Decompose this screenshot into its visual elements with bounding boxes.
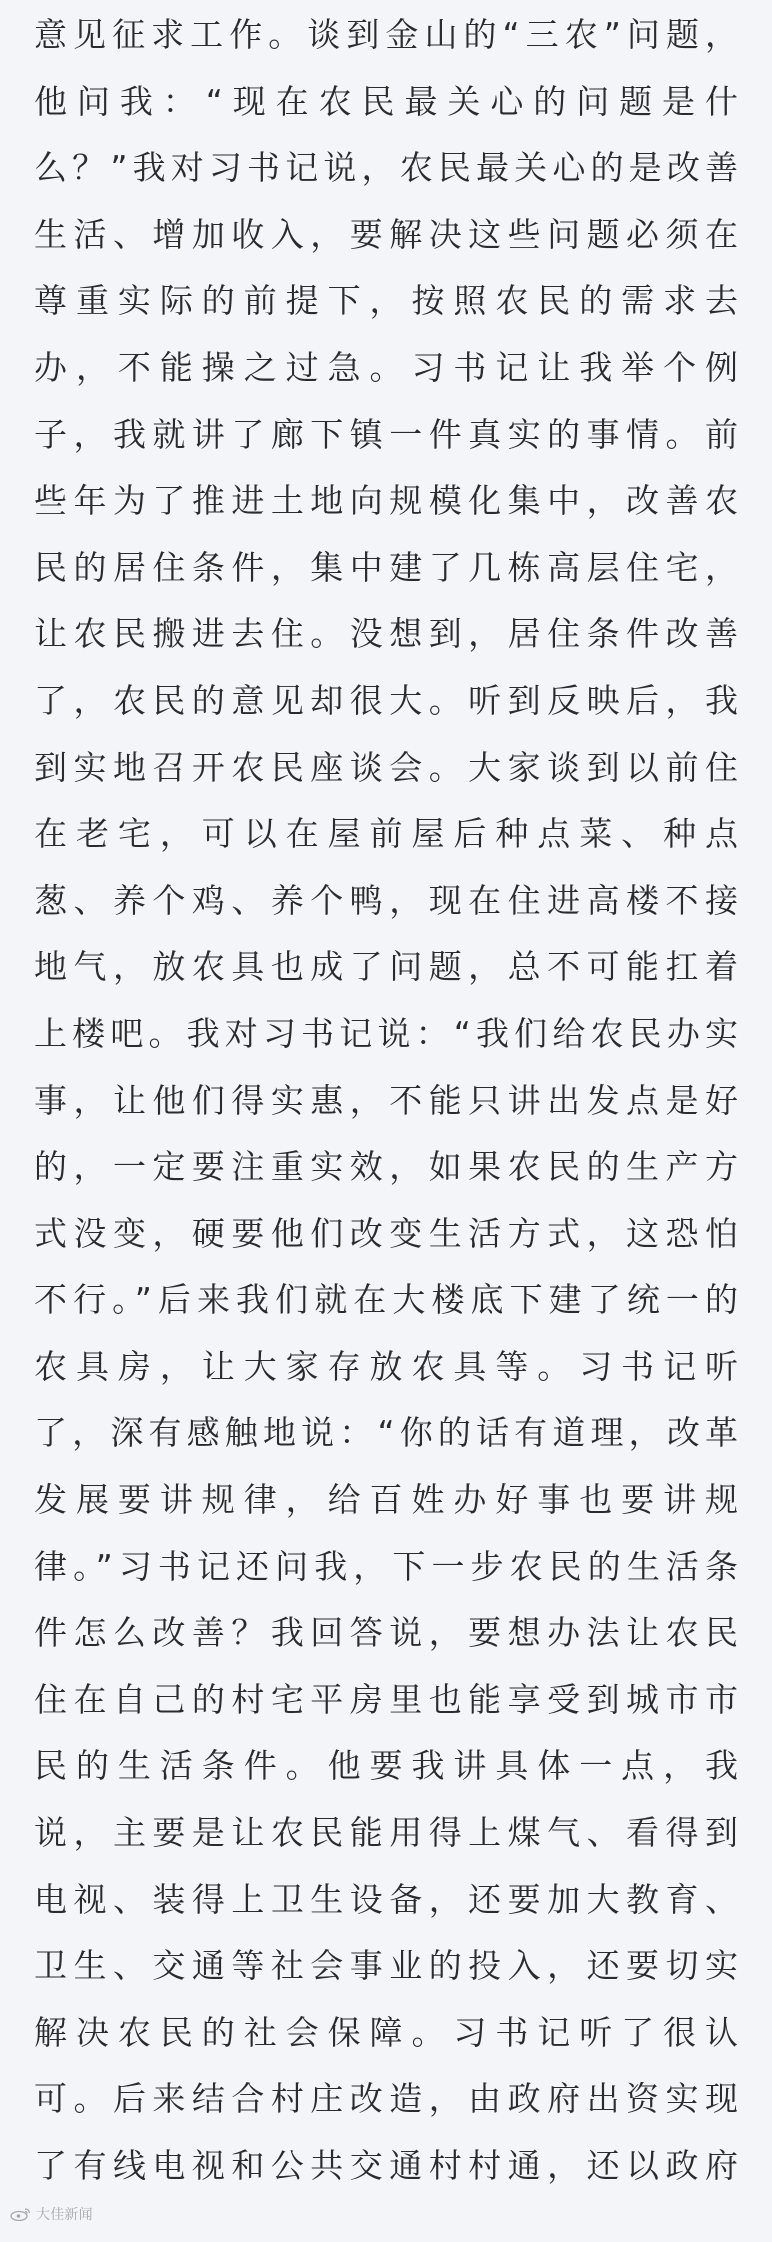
- text-line: 农具房，让大家存放农具等。习书记听: [34, 1346, 738, 1386]
- text-line: 解决农民的社会保障。习书记听了很认: [34, 2012, 738, 2052]
- text-line: 民的居住条件，集中建了几栋高层住宅，: [34, 547, 738, 587]
- text-line: 发展要讲规律，给百姓办好事也要讲规: [34, 1480, 738, 1520]
- text-line: 律。”习书记还问我，下一步农民的生活条: [34, 1546, 738, 1586]
- text-line: 到实地召开农民座谈会。大家谈到以前住: [34, 747, 738, 787]
- text-line: 生活、增加收入，要解决这些问题必须在: [34, 214, 738, 254]
- text-line: 民的生活条件。他要我讲具体一点，我: [34, 1746, 738, 1786]
- text-line: 不行。”后来我们就在大楼底下建了统一的: [34, 1280, 738, 1320]
- text-line: 么？”我对习书记说，农民最关心的是改善: [34, 148, 738, 188]
- text-line: 在老宅，可以在屋前屋后种点菜、种点: [34, 814, 738, 854]
- text-line: 电视、装得上卫生设备，还要加大教育、: [34, 1879, 738, 1919]
- text-line: 件怎么改善？我回答说，要想办法让农民: [34, 1613, 738, 1653]
- text-line: 了有线电视和公共交通村村通，还以政府: [34, 2146, 738, 2185]
- text-line: 办，不能操之过急。习书记让我举个例: [34, 347, 738, 387]
- watermark: [10, 2204, 93, 2224]
- text-line: 上楼吧。我对习书记说：“我们给农民办实: [34, 1013, 738, 1053]
- text-line: 住在自己的村宅平房里也能享受到城市市: [34, 1679, 738, 1719]
- text-line: 可。后来结合村庄改造，由政府出资实现: [34, 2079, 738, 2119]
- text-line: 他问我：“现在农民最关心的问题是什: [34, 81, 738, 121]
- text-line: 让农民搬进去住。没想到，居住条件改善: [34, 614, 738, 654]
- text-line: 卫生、交通等社会事业的投入，还要切实: [34, 1946, 738, 1986]
- text-line: 尊重实际的前提下，按照农民的需求去: [34, 281, 738, 321]
- text-line: 式没变，硬要他们改变生活方式，这恐怕: [34, 1213, 738, 1253]
- text-line: 了，深有感触地说：“你的话有道理，改革: [34, 1413, 738, 1453]
- text-line: 了，农民的意见却很大。听到反映后，我: [34, 680, 738, 720]
- text-line: 些年为了推进土地向规模化集中，改善农: [34, 481, 738, 521]
- text-line: 事，让他们得实惠，不能只讲出发点是好: [34, 1080, 738, 1120]
- weibo-logo-icon: [10, 2207, 32, 2221]
- text-line: 地气，放农具也成了问题，总不可能扛着: [34, 947, 738, 987]
- watermark-text: 大佳新闻: [36, 2206, 93, 2222]
- text-line: 意见征求工作。谈到金山的“三农”问题，: [34, 15, 738, 54]
- text-line: 说，主要是让农民能用得上煤气、看得到: [34, 1813, 738, 1853]
- text-line: 的，一定要注重实效，如果农民的生产方: [34, 1147, 738, 1187]
- text-line: 葱、养个鸡、养个鸭，现在住进高楼不接: [34, 880, 738, 920]
- text-line: 子，我就讲了廊下镇一件真实的事情。前: [34, 414, 738, 454]
